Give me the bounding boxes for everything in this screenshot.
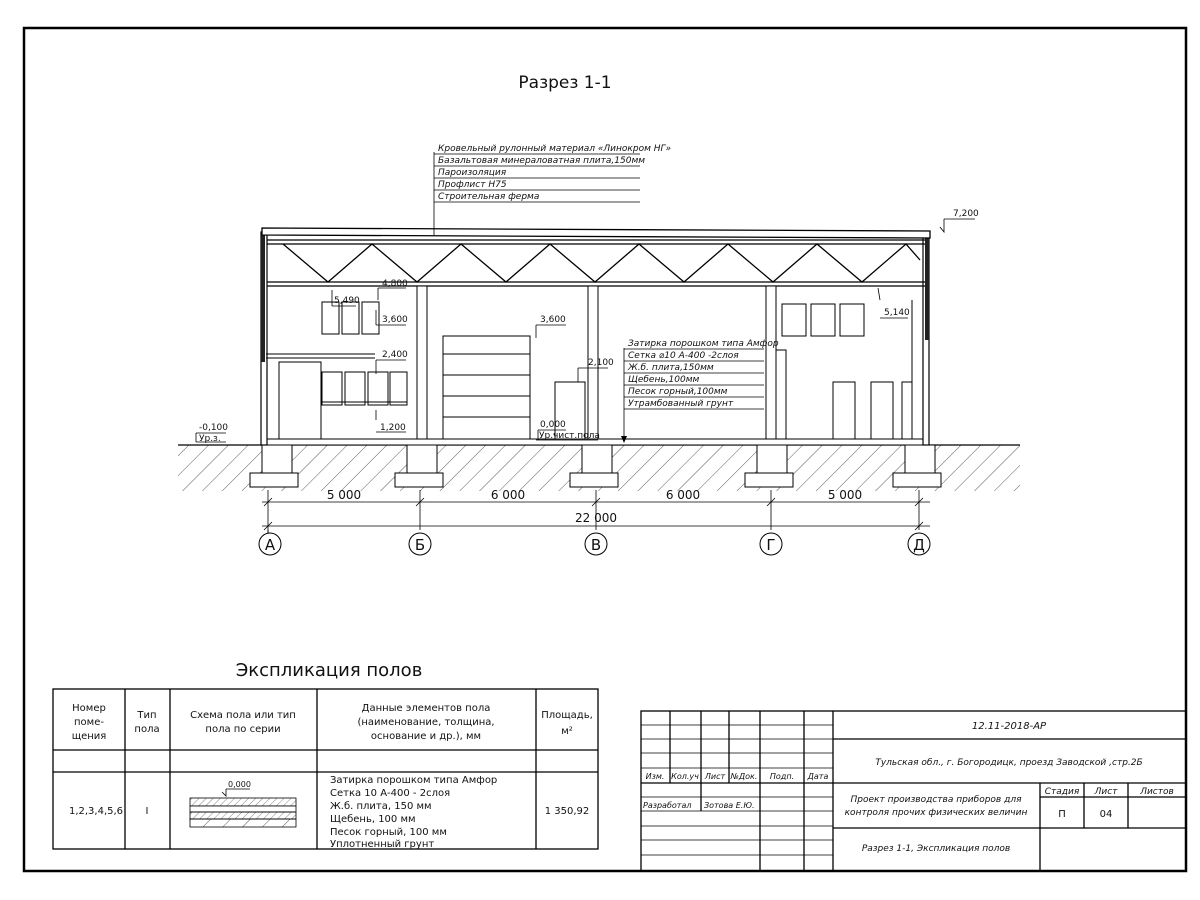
stamp-sheets-header: Листов [1140, 787, 1174, 797]
roof-layer-2: Базальтовая минераловатная плита,150мм [438, 156, 646, 166]
th-area-2: м² [561, 726, 573, 737]
roof [262, 228, 930, 238]
td-layer-5: Песок горный, 100 мм [330, 827, 447, 838]
floor-layer-6: Утрамбованный грунт [628, 399, 734, 409]
level-door-top: 2,100 [588, 358, 614, 368]
span-total: 22 000 [575, 511, 617, 525]
level-ground: -0,100 [199, 423, 229, 433]
floor-layer-4: Щебень,100мм [628, 375, 700, 385]
stamp-col-1: Изм. [645, 772, 665, 781]
roof-truss [267, 240, 925, 286]
axis-g: Г [766, 536, 776, 554]
stamp-stage: П [1058, 809, 1066, 820]
stamp-sheet: 04 [1099, 809, 1113, 820]
stamp-developed-label: Разработал [643, 801, 692, 810]
stamp-project-1: Проект производства приборов для [850, 795, 1022, 805]
gate [443, 336, 530, 439]
stamp-developer: Зотова Е.Ю. [704, 801, 755, 810]
roof-layer-5: Строительная ферма [438, 192, 540, 202]
th-scheme-2: пола по серии [205, 724, 281, 735]
td-area: 1 350,92 [544, 806, 590, 817]
stamp-col-4: №Док. [730, 772, 758, 781]
th-type-1: Тип [137, 710, 157, 721]
td-rooms: 1,2,3,4,5,6 [68, 806, 124, 817]
axis-b: Б [414, 536, 426, 554]
level-window-bottom-high: 3,600 [382, 315, 408, 325]
stamp-sheet-header: Лист [1094, 787, 1118, 797]
stamp-col-6: Дата [807, 772, 829, 781]
level-window-bottom-low: 1,200 [380, 423, 406, 433]
td-layer-3: Ж.б. плита, 150 мм [330, 801, 432, 812]
stamp-sheet-title: Разрез 1-1, Экспликация полов [861, 844, 1011, 854]
floor-layer-2: Сетка ⌀10 А-400 -2слоя [628, 351, 739, 361]
scheme-level: 0,000 [228, 780, 251, 789]
roof-layer-1: Кровельный рулонный материал «Линокром НГ» [438, 144, 672, 154]
right-bay [776, 300, 912, 439]
explication-table [53, 689, 598, 849]
stamp-code: 12.11-2018-АР [971, 721, 1047, 732]
stamp-col-3: Лист [704, 772, 726, 781]
span-2: 6 000 [490, 488, 526, 502]
level-window-top-right: 5,140 [884, 308, 910, 318]
section-title: Разрез 1-1 [518, 73, 612, 93]
roof-layer-3: Пароизоляция [438, 168, 507, 178]
th-data-3: основание и др.), мм [370, 731, 482, 742]
level-ground-label: Ур.з. [199, 434, 221, 444]
th-area-1: Площадь, [541, 710, 593, 721]
th-room-3: щения [71, 731, 107, 742]
td-layer-6: Уплотненный грунт [330, 839, 435, 850]
axis-v: В [590, 536, 602, 554]
td-layer-4: Щебень, 100 мм [330, 814, 416, 825]
level-gate-top: 3,600 [540, 315, 566, 325]
stamp-stage-header: Стадия [1044, 787, 1080, 797]
th-type-2: пола [134, 724, 160, 735]
th-data-2: (наименование, толщина, [357, 717, 495, 728]
roof-layer-4: Профлист Н75 [438, 180, 507, 190]
level-mezzanine: 2,400 [382, 350, 408, 360]
level-roof-top: 7,200 [953, 209, 979, 219]
span-4: 5 000 [827, 488, 863, 502]
stamp-project-2: контроля прочих физических величин [844, 808, 1028, 818]
level-floor-label: Ур.чист.пола [539, 431, 600, 441]
th-scheme-1: Схема пола или тип [190, 710, 296, 721]
axis-d: Д [913, 536, 925, 554]
floor-layer-3: Ж.б. плита,150мм [628, 363, 714, 373]
th-room-2: поме- [74, 717, 104, 728]
td-layer-2: Сетка 10 А-400 - 2слоя [330, 788, 451, 799]
axis-a: А [264, 536, 276, 554]
span-1: 5 000 [326, 488, 362, 502]
td-type: I [145, 806, 149, 817]
th-data-1: Данные элементов пола [361, 703, 491, 714]
span-3: 6 000 [665, 488, 701, 502]
stamp-address: Тульская обл., г. Богородицк, проезд Заводской ,стр.2Б [875, 758, 1143, 768]
th-room-1: Номер [72, 703, 106, 714]
level-floor: 0,000 [540, 420, 566, 430]
stamp-col-5: Подп. [769, 772, 795, 781]
floor-layer-5: Песок горный,100мм [628, 387, 728, 397]
level-window-top-left: 5,490 [334, 296, 360, 306]
floor-scheme [190, 789, 296, 827]
td-layer-1: Затирка порошком типа Амфор [330, 775, 498, 786]
level-truss-bottom: 4,800 [382, 279, 408, 289]
stamp-col-2: Кол.уч [671, 772, 699, 781]
explication-title: Экспликация полов [235, 660, 423, 681]
floor-layer-1: Затирка порошком типа Амфор [628, 339, 779, 349]
